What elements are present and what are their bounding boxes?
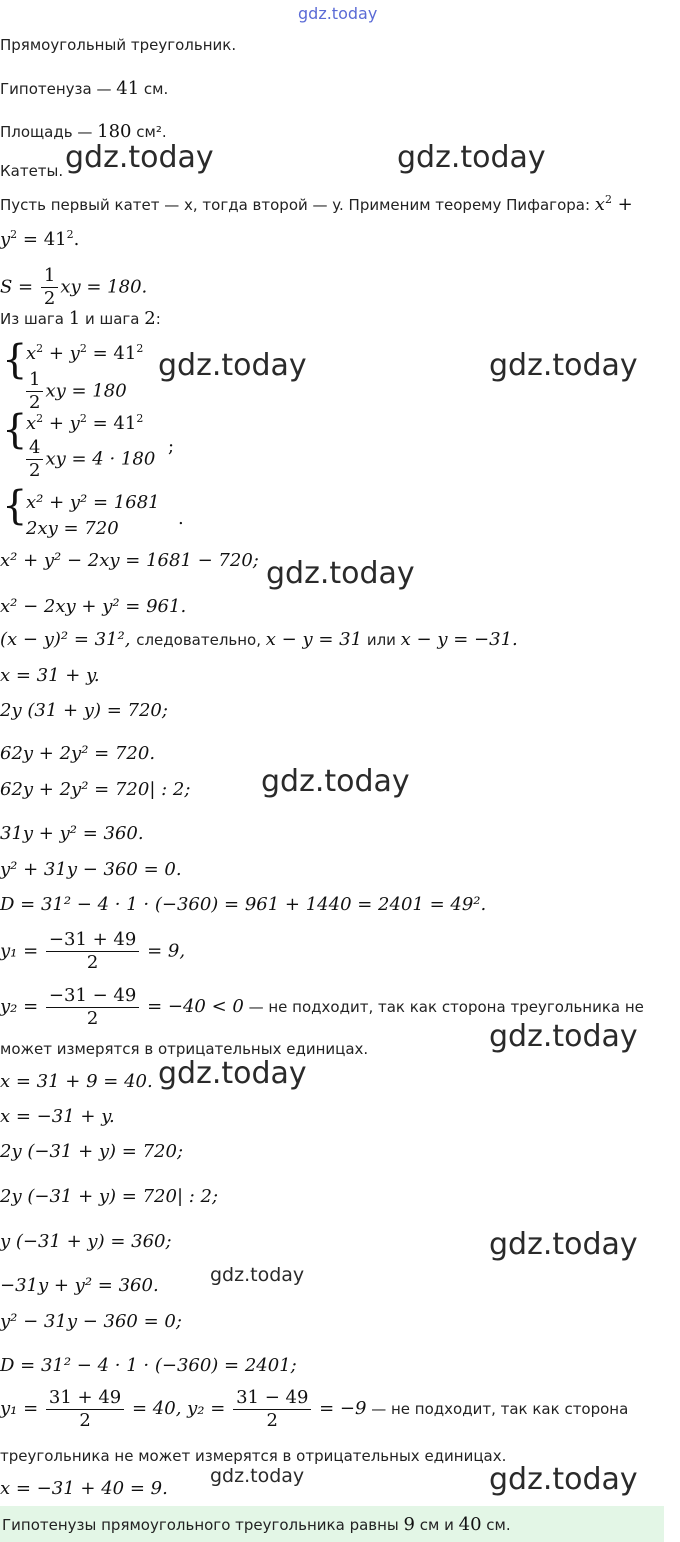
eq-4: x = 31 + y.: [0, 665, 100, 686]
line-steps: Из шага 1 и шага 2:: [0, 308, 161, 329]
system-1: { $x^2 + y^2 = 41^2$ $\frac{1}{2}$ xy = 180: [2, 337, 144, 413]
eq-14: x = −31 + y.: [0, 1106, 115, 1127]
eq-11: y₁ = $\frac{-31 + 49}{2}$ = 9,: [0, 929, 186, 973]
watermark: gdz.today: [210, 1264, 305, 1286]
watermark: gdz.today: [489, 1462, 638, 1497]
watermark: gdz.today: [65, 140, 214, 175]
line-given-1: Прямоугольный треугольник.: [0, 36, 237, 54]
watermark: gdz.today: [158, 348, 307, 383]
answer-text: Гипотенузы прямоугольного треугольника равны 9 см и 40 см.: [2, 1514, 511, 1535]
watermark: gdz.today: [397, 140, 546, 175]
eq-2: x² − 2xy + y² = 961.: [0, 596, 187, 617]
line-find: Катеты.: [0, 162, 64, 180]
line-pythagoras: Пусть первый катет — x, тогда второй — y. Применим теорему Пифагора: $x^2$ +: [0, 193, 633, 215]
watermark: gdz.today: [489, 1019, 638, 1054]
eq-13: x = 31 + 9 = 40.: [0, 1071, 153, 1092]
eq-8: 31y + y² = 360.: [0, 823, 144, 844]
watermark: gdz.today: [210, 1465, 305, 1487]
eq-12: y₂ = $\frac{-31 - 49}{2}$ = −40 < 0 — не подходит, так как сторона треугольника не: [0, 985, 644, 1029]
eq-19: y² − 31y − 360 = 0;: [0, 1311, 182, 1332]
line-area-formula: S = $\frac{1}{2}$ xy = 180.: [0, 265, 148, 309]
eq-21-cont: треугольника не может измерятся в отрицательных единицах.: [0, 1447, 507, 1465]
eq-10: D = 31² − 4 · 1 · (−360) = 961 + 1440 = 2401 = 49².: [0, 894, 487, 915]
watermark-top: gdz.today: [298, 4, 378, 23]
eq-3: (x − y)² = 31², следовательно, x − y = 31 или x − y = −31.: [0, 629, 518, 650]
eq-16: 2y (−31 + y) = 720| : 2;: [0, 1186, 219, 1207]
line-pythagoras-cont: $y^2 = 41^2$.: [0, 228, 80, 250]
brace: {: [2, 407, 28, 453]
watermark: gdz.today: [489, 1227, 638, 1262]
brace: {: [2, 483, 28, 529]
eq-22: x = −31 + 40 = 9.: [0, 1478, 168, 1499]
brace: {: [2, 337, 28, 383]
eq-6: 62y + 2y² = 720.: [0, 743, 156, 764]
system-2: { $x^2 + y^2 = 41^2$ $\frac{4}{2}$ xy = 4 · 180 ;: [2, 407, 175, 481]
eq-21: y₁ = $\frac{31 + 49}{2}$ = 40, y₂ = $\frac{31 - 49}{2}$ = −9 — не подходит, так как сторона: [0, 1387, 629, 1431]
system-3: { x² + y² = 1681 2xy = 720 .: [2, 483, 184, 539]
eq-7: 62y + 2y² = 720| : 2;: [0, 779, 191, 800]
eq-18: −31y + y² = 360.: [0, 1275, 159, 1296]
watermark: gdz.today: [266, 556, 415, 591]
eq-1: x² + y² − 2xy = 1681 − 720;: [0, 550, 259, 571]
watermark: gdz.today: [261, 764, 410, 799]
watermark: gdz.today: [158, 1056, 307, 1091]
eq-12-cont: может измерятся в отрицательных единицах.: [0, 1040, 369, 1058]
watermark: gdz.today: [489, 348, 638, 383]
eq-5: 2y (31 + y) = 720;: [0, 700, 168, 721]
eq-20: D = 31² − 4 · 1 · (−360) = 2401;: [0, 1355, 297, 1376]
line-given-3: Площадь — 180 см².: [0, 121, 167, 142]
answer-box: [0, 1506, 664, 1542]
line-given-2: Гипотенуза — 41 см.: [0, 78, 169, 99]
eq-9: y² + 31y − 360 = 0.: [0, 859, 182, 880]
eq-17: y (−31 + y) = 360;: [0, 1231, 172, 1252]
eq-15: 2y (−31 + y) = 720;: [0, 1141, 184, 1162]
